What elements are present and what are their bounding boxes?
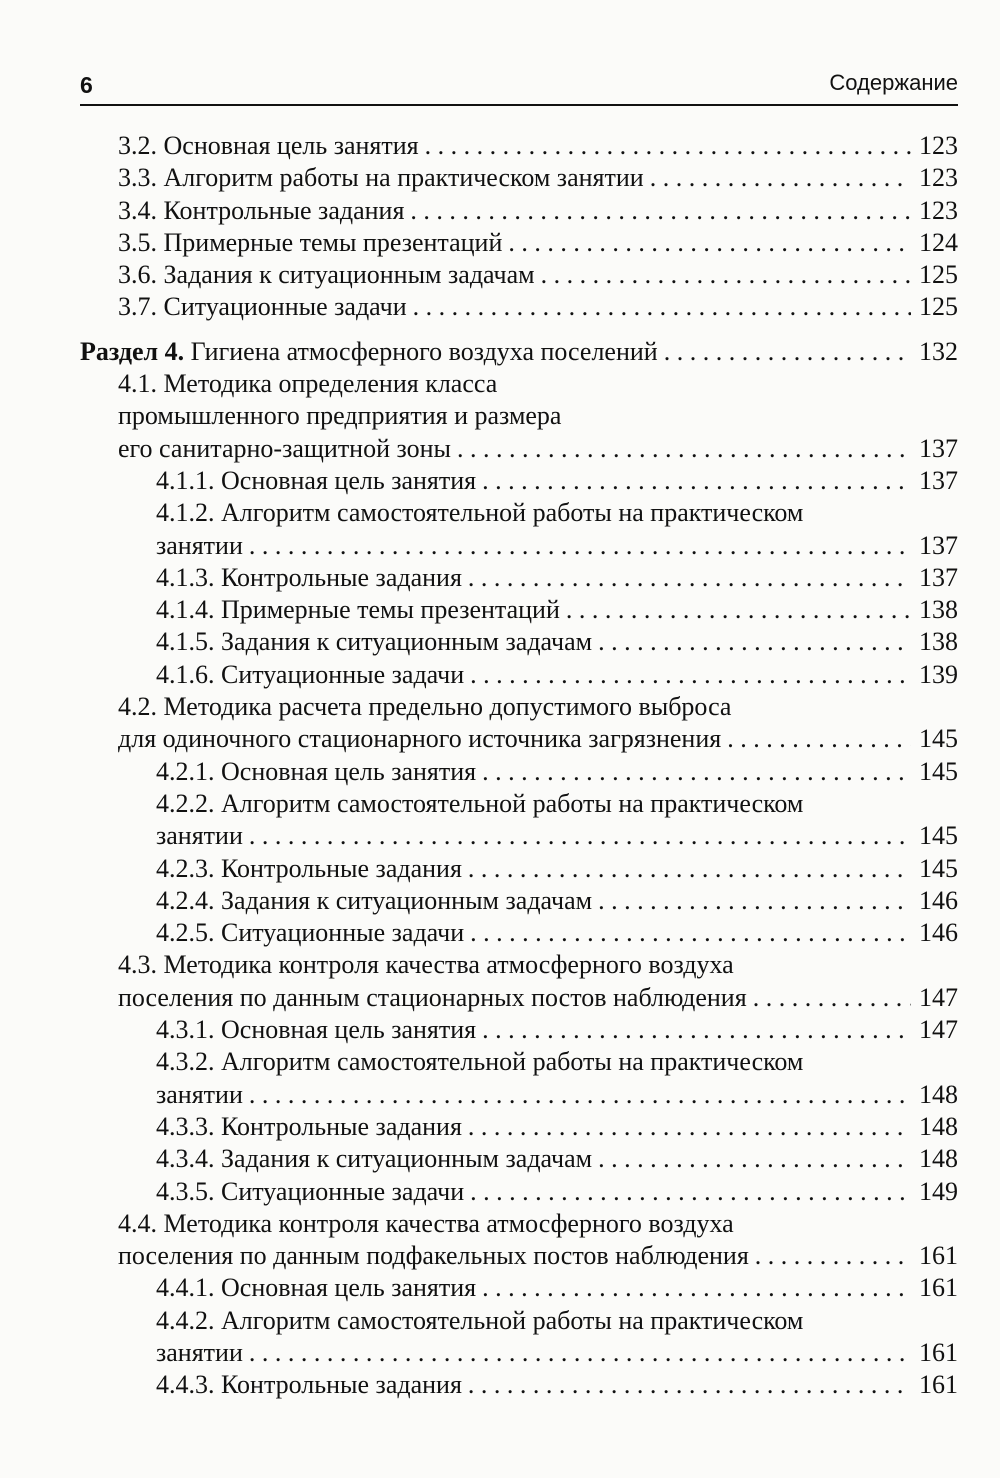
toc-entry-title: 4.3.1. Основная цель занятия [156, 1015, 477, 1045]
dot-leader [464, 917, 911, 949]
dot-leader [243, 1337, 911, 1369]
toc-entry-title-line: 4.2. Методика расчета предельно допустимого выброса [118, 692, 732, 722]
dot-leader [560, 594, 911, 626]
dot-leader [592, 1143, 911, 1175]
toc-page-number: 147 [919, 982, 958, 1012]
toc-entry-title: 4.1.5. Задания к ситуационным задачам [156, 627, 593, 657]
toc-page-number: 138 [919, 627, 958, 657]
toc-entry-title-line: занятии [156, 821, 243, 851]
toc-entry-title: 4.1.6. Ситуационные задачи [156, 659, 465, 689]
toc-page-number: 123 [919, 163, 958, 193]
dot-leader [462, 853, 911, 885]
toc-page-number: 124 [919, 227, 958, 257]
toc-entry [80, 594, 958, 626]
toc-page-number: 148 [919, 1111, 958, 1141]
toc-entry-title: 3.4. Контрольные задания [118, 195, 405, 225]
toc-entry-title-line: 4.1. Методика определения класса [118, 369, 498, 399]
dot-leader [535, 259, 911, 291]
toc-page-number: 125 [919, 292, 958, 322]
toc-entry-title: 4.2.1. Основная цель занятия [156, 756, 477, 786]
dot-leader [407, 291, 911, 323]
toc-entry-title: 4.4.3. Контрольные задания [156, 1370, 462, 1400]
toc-entry [80, 291, 958, 323]
toc-entry-title: 3.5. Примерные темы презентаций [118, 227, 503, 257]
toc-entry-title: 4.2.5. Ситуационные задачи [156, 918, 465, 948]
toc-entry [80, 691, 958, 756]
dot-leader [243, 820, 911, 852]
toc-page-number: 123 [919, 131, 958, 160]
toc-entry-title-line: 4.3.2. Алгоритм самостоятельной работы на практическом [156, 1047, 804, 1077]
toc-page-number: 146 [919, 918, 958, 948]
toc-page-number: 137 [919, 530, 958, 560]
toc-page-number: 137 [919, 562, 958, 592]
toc-entry-title-line: 4.3. Методика контроля качества атмосферного воздуха [118, 950, 734, 980]
toc-entry [80, 885, 958, 917]
toc-entry [80, 130, 958, 162]
toc-entry-title-line: поселения по данным стационарных постов наблюдения [118, 982, 747, 1012]
toc-entry-title-line: 4.1.2. Алгоритм самостоятельной работы на практическом [156, 498, 804, 528]
toc-page-number: 145 [919, 853, 958, 883]
toc-entry-title: 4.1.1. Основная цель занятия [156, 465, 477, 495]
toc-entry-title: 4.1.3. Контрольные задания [156, 562, 462, 592]
toc-entry [80, 368, 958, 465]
toc-entry [80, 1176, 958, 1208]
dot-leader [747, 982, 911, 1014]
toc-page-number: 145 [919, 821, 958, 851]
toc-entry [80, 853, 958, 885]
toc-page-number: 132 [919, 336, 958, 366]
dot-leader [419, 130, 911, 162]
toc-entry-title: 3.6. Задания к ситуационным задачам [118, 260, 535, 290]
toc-entry [80, 659, 958, 691]
dot-leader [243, 530, 911, 562]
dot-leader [476, 1014, 911, 1046]
page-header [80, 64, 958, 106]
toc-entry [80, 162, 958, 194]
toc-entry [80, 1111, 958, 1143]
toc-page-number: 145 [919, 756, 958, 786]
toc-section-heading [80, 336, 958, 368]
table-of-contents [80, 130, 958, 1402]
toc-entry [80, 465, 958, 497]
dot-leader [644, 162, 911, 194]
dot-leader [462, 562, 911, 594]
toc-entry [80, 1014, 958, 1046]
dot-leader [243, 1079, 911, 1111]
toc-entry [80, 259, 958, 291]
dot-leader [464, 1176, 911, 1208]
toc-page-number: 123 [919, 195, 958, 225]
toc-entry-title-line: занятии [156, 1079, 243, 1109]
toc-page-number: 161 [919, 1370, 958, 1400]
toc-entry [80, 562, 958, 594]
dot-leader [462, 1111, 911, 1143]
toc-page-number: 148 [919, 1079, 958, 1109]
toc-entry-title-line: 4.4.2. Алгоритм самостоятельной работы на практическом [156, 1305, 804, 1335]
toc-entry [80, 917, 958, 949]
toc-entry [80, 1305, 958, 1370]
toc-entry-title-line: 4.4. Методика контроля качества атмосферного воздуха [118, 1208, 734, 1238]
dot-leader [502, 227, 911, 259]
dot-leader [476, 756, 911, 788]
toc-entry [80, 195, 958, 227]
toc-page-number: 137 [919, 465, 958, 495]
toc-page-number: 139 [919, 659, 958, 689]
toc-page-number: 125 [919, 260, 958, 290]
dot-leader [464, 659, 911, 691]
toc-entry-title: 4.3.5. Ситуационные задачи [156, 1176, 465, 1206]
toc-entry-title-line: занятии [156, 1337, 243, 1367]
toc-page-number: 148 [919, 1144, 958, 1174]
dot-leader [404, 195, 911, 227]
toc-entry-title: 3.3. Алгоритм работы на практическом занятии [118, 163, 644, 193]
toc-entry-title: 4.3.3. Контрольные задания [156, 1111, 462, 1141]
toc-entry-title-line: поселения по данным подфакельных постов наблюдения [118, 1241, 749, 1271]
toc-entry-title-line: для одиночного стационарного источника загрязнения [118, 724, 722, 754]
toc-entry [80, 1046, 958, 1111]
section-title: Гигиена атмосферного воздуха поселений [190, 336, 658, 366]
toc-entry [80, 756, 958, 788]
toc-entry [80, 1272, 958, 1304]
toc-entry [80, 1208, 958, 1273]
toc-page-number: 146 [919, 885, 958, 915]
section-label: Раздел 4. [80, 336, 185, 366]
dot-leader [451, 433, 911, 465]
toc-page-number: 137 [919, 433, 958, 463]
dot-leader [721, 723, 911, 755]
toc-entry-title-line: его санитарно-защитной зоны [118, 433, 452, 463]
dot-leader [592, 626, 911, 658]
toc-page-number: 161 [919, 1337, 958, 1367]
toc-entry-title: 4.2.4. Задания к ситуационным задачам [156, 885, 593, 915]
toc-entry-title: 3.7. Ситуационные задачи [118, 292, 407, 322]
toc-page-number: 161 [919, 1241, 958, 1271]
toc-entry [80, 626, 958, 658]
toc-entry-title-line: занятии [156, 530, 243, 560]
toc-page-number: 145 [919, 724, 958, 754]
toc-entry [80, 1143, 958, 1175]
toc-entry-title: 4.4.1. Основная цель занятия [156, 1273, 477, 1303]
page-number: 6 [80, 72, 93, 98]
toc-entry-title: 4.1.4. Примерные темы презентаций [156, 595, 560, 625]
dot-leader [592, 885, 911, 917]
toc-page-number: 147 [919, 1015, 958, 1045]
toc-page-number: 161 [919, 1273, 958, 1303]
dot-leader [476, 465, 911, 497]
dot-leader [658, 336, 911, 368]
dot-leader [476, 1272, 911, 1304]
toc-entry-title-line: промышленного предприятия и размера [118, 401, 562, 431]
toc-entry-title: 4.3.4. Задания к ситуационным задачам [156, 1144, 593, 1174]
toc-page-number: 138 [919, 595, 958, 625]
toc-entry-title-line: 4.2.2. Алгоритм самостоятельной работы на практическом [156, 788, 804, 818]
running-title: Содержание [829, 70, 958, 95]
dot-leader [462, 1369, 911, 1401]
toc-entry [80, 1369, 958, 1401]
toc-page-number: 149 [919, 1176, 958, 1206]
dot-leader [749, 1240, 911, 1272]
toc-entry [80, 227, 958, 259]
toc-entry-title: 3.2. Основная цель занятия [118, 131, 419, 160]
toc-entry [80, 949, 958, 1014]
toc-entry [80, 788, 958, 853]
toc-entry-title: 4.2.3. Контрольные задания [156, 853, 462, 883]
toc-entry [80, 497, 958, 562]
